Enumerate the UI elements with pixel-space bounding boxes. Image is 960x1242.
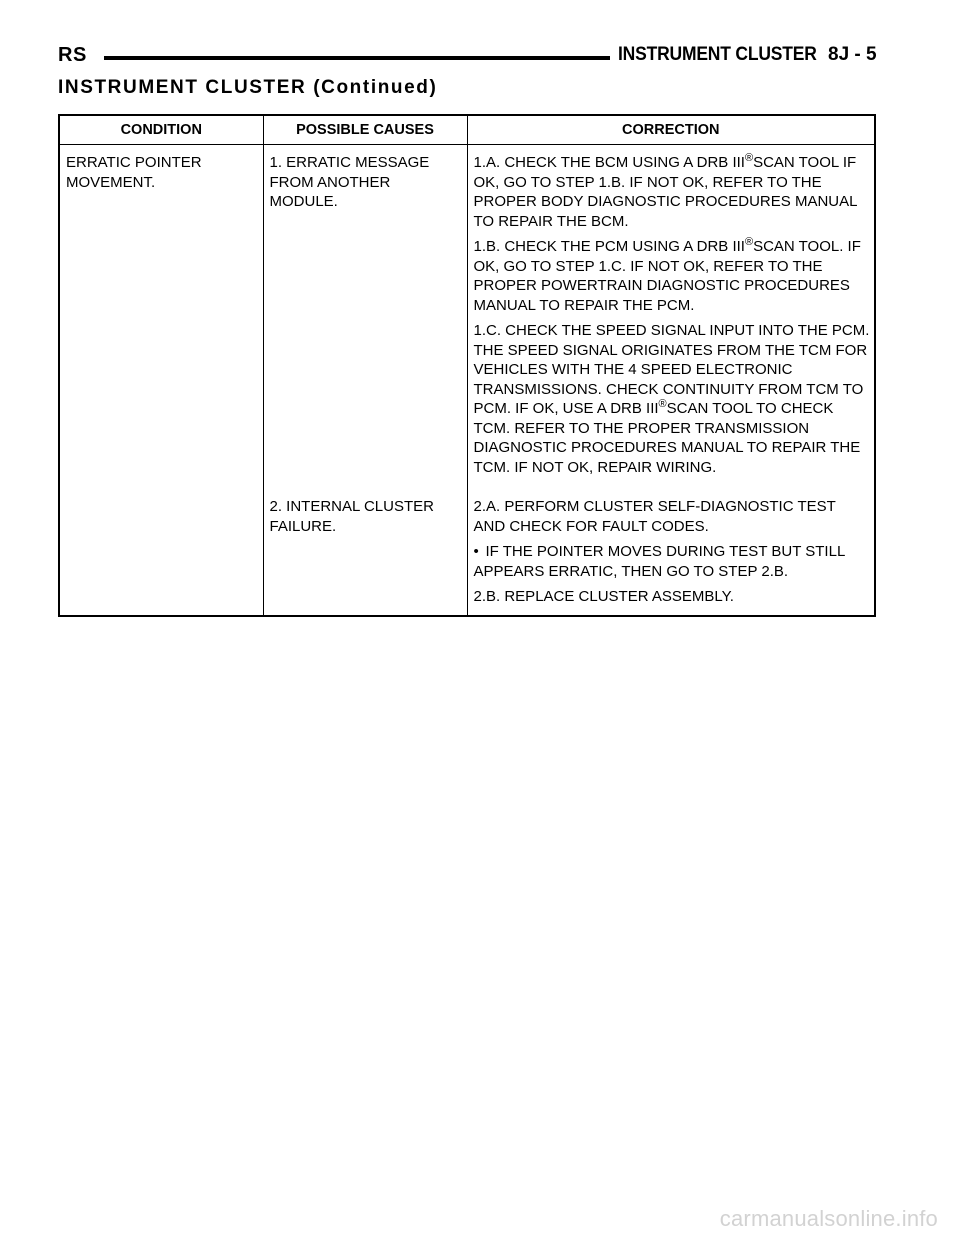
cause-cell: [263, 497, 467, 616]
correction-step-1a: 1.A. CHECK THE BCM USING A DRB III®SCAN TOOL IF OK, GO TO STEP 1.B. IF NOT OK, REFER TO THE PROPER BODY DIAGNOSTIC PROCEDURES MANUAL TO REPAIR THE BCM.: [473, 152, 857, 230]
watermark: carmanualsonline.info: [719, 1206, 938, 1231]
correction-cell: [467, 497, 875, 616]
cause-cell: [263, 145, 467, 478]
cause-text: 1. ERRATIC MESSAGE FROM ANOTHER MODULE.: [269, 154, 430, 210]
correction-bullet: • IF THE POINTER MOVES DURING TEST BUT STILL APPEARS ERRATIC, THEN GO TO STEP 2.B.: [473, 543, 845, 580]
column-header-condition: CONDITION: [59, 115, 263, 145]
correction-cell: [467, 145, 875, 478]
correction-step-2b: 2.B. REPLACE CLUSTER ASSEMBLY.: [473, 588, 734, 605]
condition-text: ERRATIC POINTER MOVEMENT.: [66, 154, 202, 191]
column-header-correction: CORRECTION: [467, 115, 875, 145]
diagnosis-table: [58, 114, 876, 617]
registered-mark: ®: [744, 152, 754, 164]
cause-text: 2. INTERNAL CLUSTER FAILURE.: [269, 498, 434, 535]
header-model-code: RS: [58, 44, 87, 66]
correction-step-2a: 2.A. PERFORM CLUSTER SELF-DIAGNOSTIC TEST AND CHECK FOR FAULT CODES.: [473, 498, 836, 535]
header-page-number: 8J - 5: [828, 44, 877, 65]
condition-cell: [59, 145, 263, 616]
correction-step-1c: 1.C. CHECK THE SPEED SIGNAL INPUT INTO THE PCM. THE SPEED SIGNAL ORIGINATES FROM THE TCM FOR VEHICLES WITH THE 4 SPEED ELECTRONIC TRANSMISSIONS. CHECK CONTINUITY FROM TCM TO PCM. IF OK, USE A DRB III®SCAN TOOL TO CHECK TCM. REFER TO THE PROPER TRANSMISSION DIAGNOSTIC PROCEDURES MANUAL TO REPAIR THE TCM. IF NOT OK, REPAIR WIRING.: [473, 322, 870, 476]
table-header-row: [59, 115, 875, 145]
correction-step-1b: 1.B. CHECK THE PCM USING A DRB III®SCAN TOOL. IF OK, GO TO STEP 1.C. IF NOT OK, REFER TO THE PROPER POWERTRAIN DIAGNOSTIC PROCEDURES MANUAL TO REPAIR THE PCM.: [473, 236, 861, 314]
table-row: [59, 145, 875, 478]
header-rule: [104, 56, 610, 60]
registered-mark: ®: [658, 398, 667, 410]
registered-mark: ®: [744, 236, 754, 248]
column-header-possible-causes: POSSIBLE CAUSES: [263, 115, 467, 145]
continued-title: INSTRUMENT CLUSTER (Continued): [58, 77, 438, 98]
header-section-title: INSTRUMENT CLUSTER: [618, 44, 817, 65]
bullet-icon: •: [473, 543, 479, 560]
